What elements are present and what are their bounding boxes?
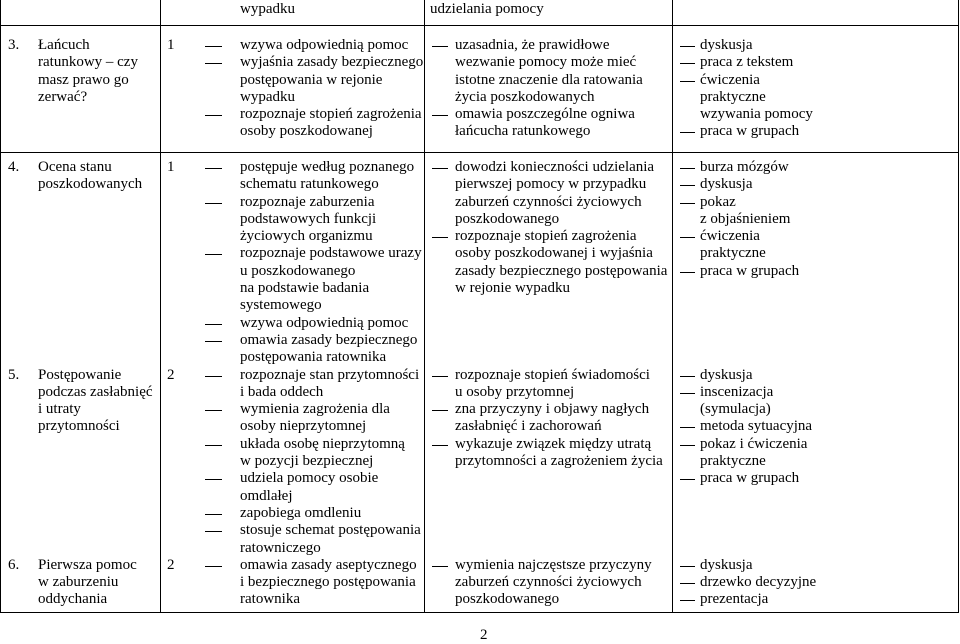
requirement-item <box>240 557 424 609</box>
row-divider-1 <box>0 25 959 26</box>
list-dash-marker <box>680 46 695 47</box>
topic-title: Postępowanie podczas zasłabnięć i utraty przytomności <box>38 366 153 435</box>
outcome-item <box>455 401 672 436</box>
list-dash-marker <box>432 168 448 169</box>
requirements-cell <box>160 367 424 557</box>
topic-title: Łańcuch ratunkowy – czy masz prawo go zerwać? <box>38 37 138 105</box>
list-dash-marker <box>205 410 222 411</box>
method-item-text: inscenizacja (symulacja) <box>700 383 774 418</box>
continued-requirement-text: wypadku <box>240 1 295 17</box>
requirement-item <box>240 194 424 246</box>
method-item-text: praca w grupach <box>700 262 800 279</box>
requirement-item-text: układa osobę nieprzytomną w pozycji bezpiecznej <box>240 435 405 470</box>
list-dash-marker <box>205 566 222 567</box>
table-row <box>0 159 959 367</box>
method-item-text: drzewko decyzyjne <box>700 574 817 591</box>
topic-number: 4. <box>8 159 20 175</box>
list-dash-marker <box>680 132 695 133</box>
requirement-level: 2 <box>167 366 175 383</box>
method-item <box>700 72 959 124</box>
method-item-text: dyskusja <box>700 556 753 573</box>
list-dash-marker <box>205 324 222 325</box>
list-dash-marker <box>680 203 695 204</box>
list-dash-marker <box>432 115 448 116</box>
list-dash-marker <box>680 185 695 186</box>
list-dash-marker <box>680 168 695 169</box>
requirement-item <box>240 332 424 367</box>
method-item-text: praca w grupach <box>700 470 800 487</box>
list-dash-marker <box>205 46 222 47</box>
method-item <box>700 574 959 591</box>
outcomes-cell <box>424 159 672 367</box>
list-dash-marker <box>205 63 222 64</box>
list-dash-marker <box>205 203 222 204</box>
method-item <box>700 418 959 435</box>
method-item-text: burza mózgów <box>700 159 789 175</box>
list-dash-marker <box>680 445 695 446</box>
topic-number: 6. <box>8 556 20 573</box>
requirement-level: 1 <box>167 159 175 175</box>
list-dash-marker <box>205 445 222 446</box>
table-row <box>0 37 959 141</box>
method-item-text: pokaz i ćwiczenia praktyczne <box>700 435 808 470</box>
outcomes-cell <box>424 37 672 141</box>
list-dash-marker <box>205 514 222 515</box>
outcome-item <box>455 436 672 471</box>
list-dash-marker <box>680 600 695 601</box>
requirement-item <box>240 37 424 54</box>
requirement-item-text: omawia zasady bezpiecznego postępowania ratownika <box>240 331 418 366</box>
list-dash-marker <box>680 272 695 273</box>
list-dash-marker <box>680 583 695 584</box>
method-item <box>700 54 959 71</box>
outcome-item-text: wykazuje związek między utratą przytomności a zagrożeniem życia <box>455 435 663 470</box>
requirement-item <box>240 470 424 505</box>
requirements-cell <box>160 557 424 609</box>
list-dash-marker <box>432 376 448 377</box>
method-item <box>700 263 959 280</box>
method-item-text: ćwiczenia praktyczne wzywania pomocy <box>700 71 813 123</box>
outcome-item-text: wymienia najczęstsze przyczyny zaburzeń czynności życiowych poszkodowanego <box>455 556 652 608</box>
requirement-item <box>240 367 424 402</box>
outcome-item <box>455 557 672 609</box>
requirement-item-text: omawia zasady aseptycznego i bezpiecznego postępowania ratownika <box>240 556 417 608</box>
outcome-item-text: rozpoznaje stopień zagrożenia osoby poszkodowanej i wyjaśnia zasady bezpiecznego postępowania w rejonie wypadku <box>455 228 668 297</box>
topic-cell <box>0 367 160 557</box>
requirement-item <box>240 245 424 314</box>
outcomes-cell <box>424 367 672 557</box>
requirement-item-text: wymienia zagrożenia dla osoby nieprzytomnej <box>240 401 390 435</box>
method-item <box>700 194 959 229</box>
method-item <box>700 557 959 574</box>
outcome-item-text: dowodzi konieczności udzielania pierwszej pomocy w przypadku zaburzeń czynności życiowych poszkodowanego <box>455 159 655 227</box>
topic-title: Pierwsza pomoc w zaburzeniu oddychania <box>38 556 137 608</box>
list-dash-marker <box>680 237 695 238</box>
requirements-cell <box>160 37 424 141</box>
method-item <box>700 384 959 419</box>
requirements-cell <box>160 1 424 18</box>
requirement-item-text: wzywa odpowiednią pomoc <box>240 314 409 331</box>
method-item <box>700 37 959 54</box>
requirement-item <box>240 401 424 436</box>
list-dash-marker <box>680 376 695 377</box>
method-item <box>700 367 959 384</box>
outcome-item-text: uzasadnia, że prawidłowe wezwanie pomocy może mieć istotne znaczenie dla ratowania życia poszkodowanych <box>455 37 643 105</box>
requirement-item-text: udziela pomocy osobie omdlałej <box>240 470 379 504</box>
row-divider-2 <box>0 152 959 153</box>
method-item-text: praca w grupach <box>700 123 800 140</box>
outcome-item <box>455 159 672 228</box>
continued-outcome-text: udzielania pomocy <box>430 1 544 17</box>
method-item-text: pokaz z objaśnieniem <box>700 193 791 227</box>
table-section-upper <box>0 37 959 141</box>
outcome-item <box>455 228 672 297</box>
list-dash-marker <box>205 168 222 169</box>
topic-number: 5. <box>8 366 20 383</box>
requirement-item <box>240 505 424 522</box>
requirement-item-text: rozpoznaje zaburzenia podstawowych funkcji życiowych organizmu <box>240 193 377 245</box>
list-dash-marker <box>432 566 448 567</box>
method-item-text: praca z tekstem <box>700 54 794 71</box>
requirement-item-text: zapobiega omdleniu <box>240 504 362 521</box>
continued-table-row <box>0 1 959 18</box>
requirement-item <box>240 54 424 106</box>
requirements-cell <box>160 159 424 367</box>
requirement-item-text: stosuje schemat postępowania ratowniczego <box>240 522 421 556</box>
method-item <box>700 176 959 193</box>
requirement-item-text: wzywa odpowiednią pomoc <box>240 37 409 53</box>
method-item-text: prezentacja <box>700 591 769 608</box>
method-item-text: metoda sytuacyjna <box>700 418 813 435</box>
requirement-item <box>240 106 424 141</box>
requirement-level: 1 <box>167 37 175 53</box>
list-dash-marker <box>680 63 695 64</box>
outcome-item-text: rozpoznaje stopień świadomości u osoby przytomnej <box>455 366 650 400</box>
method-item <box>700 470 959 487</box>
requirement-item-text: postępuje według poznanego schematu ratunkowego <box>240 159 415 193</box>
method-item <box>700 159 959 176</box>
topic-cell <box>0 37 160 141</box>
requirement-item-text: rozpoznaje podstawowe urazy u poszkodowanego na podstawie badania systemowego <box>240 245 422 314</box>
methods-cell <box>672 159 959 367</box>
methods-cell <box>672 367 959 557</box>
table-row <box>0 367 959 557</box>
method-item-text: dyskusja <box>700 176 753 193</box>
table-border-bottom <box>0 612 959 613</box>
method-item <box>700 123 959 140</box>
requirement-item-text: rozpoznaje stan przytomności i bada oddech <box>240 366 420 400</box>
list-dash-marker <box>680 427 695 428</box>
method-item-text: dyskusja <box>700 37 753 53</box>
outcomes-cell <box>424 557 672 609</box>
outcome-item <box>455 37 672 106</box>
list-dash-marker <box>205 479 222 480</box>
methods-cell <box>672 557 959 609</box>
list-dash-marker <box>205 115 222 116</box>
topic-number: 3. <box>8 37 20 53</box>
requirement-item-text: wyjaśnia zasady bezpiecznego postępowania w rejonie wypadku <box>240 54 424 105</box>
requirement-item-text: rozpoznaje stopień zagrożenia osoby poszkodowanej <box>240 106 422 140</box>
topic-cell <box>0 159 160 367</box>
method-item <box>700 436 959 471</box>
requirement-level: 2 <box>167 556 175 573</box>
list-dash-marker <box>432 445 448 446</box>
list-dash-marker <box>432 410 448 411</box>
topic-cell <box>0 1 160 18</box>
list-dash-marker <box>432 46 448 47</box>
requirement-item <box>240 315 424 332</box>
list-dash-marker <box>680 479 695 480</box>
list-dash-marker <box>205 341 222 342</box>
list-dash-marker <box>205 376 222 377</box>
requirement-item <box>240 159 424 194</box>
method-item <box>700 228 959 263</box>
list-dash-marker <box>205 254 222 255</box>
topic-cell <box>0 557 160 609</box>
method-item-text: dyskusja <box>700 366 753 383</box>
list-dash-marker <box>432 237 448 238</box>
methods-cell <box>672 1 959 18</box>
list-dash-marker <box>205 531 222 532</box>
outcomes-cell <box>424 1 672 18</box>
outcome-item <box>455 106 672 141</box>
method-item-text: ćwiczenia praktyczne <box>700 228 766 262</box>
list-dash-marker <box>680 81 695 82</box>
list-dash-marker <box>680 393 695 394</box>
requirement-item <box>240 522 424 557</box>
list-dash-marker <box>680 566 695 567</box>
table-row <box>0 557 959 609</box>
page-number: 2 <box>480 627 488 643</box>
requirement-item <box>240 436 424 471</box>
outcome-item-text: zna przyczyny i objawy nagłych zasłabnięć i zachorowań <box>455 401 650 435</box>
outcome-item-text: omawia poszczególne ogniwa łańcucha ratunkowego <box>455 106 635 140</box>
methods-cell <box>672 37 959 141</box>
topic-title: Ocena stanu poszkodowanych <box>38 159 143 193</box>
method-item <box>700 591 959 608</box>
table-section-lower <box>0 159 959 609</box>
outcome-item <box>455 367 672 402</box>
